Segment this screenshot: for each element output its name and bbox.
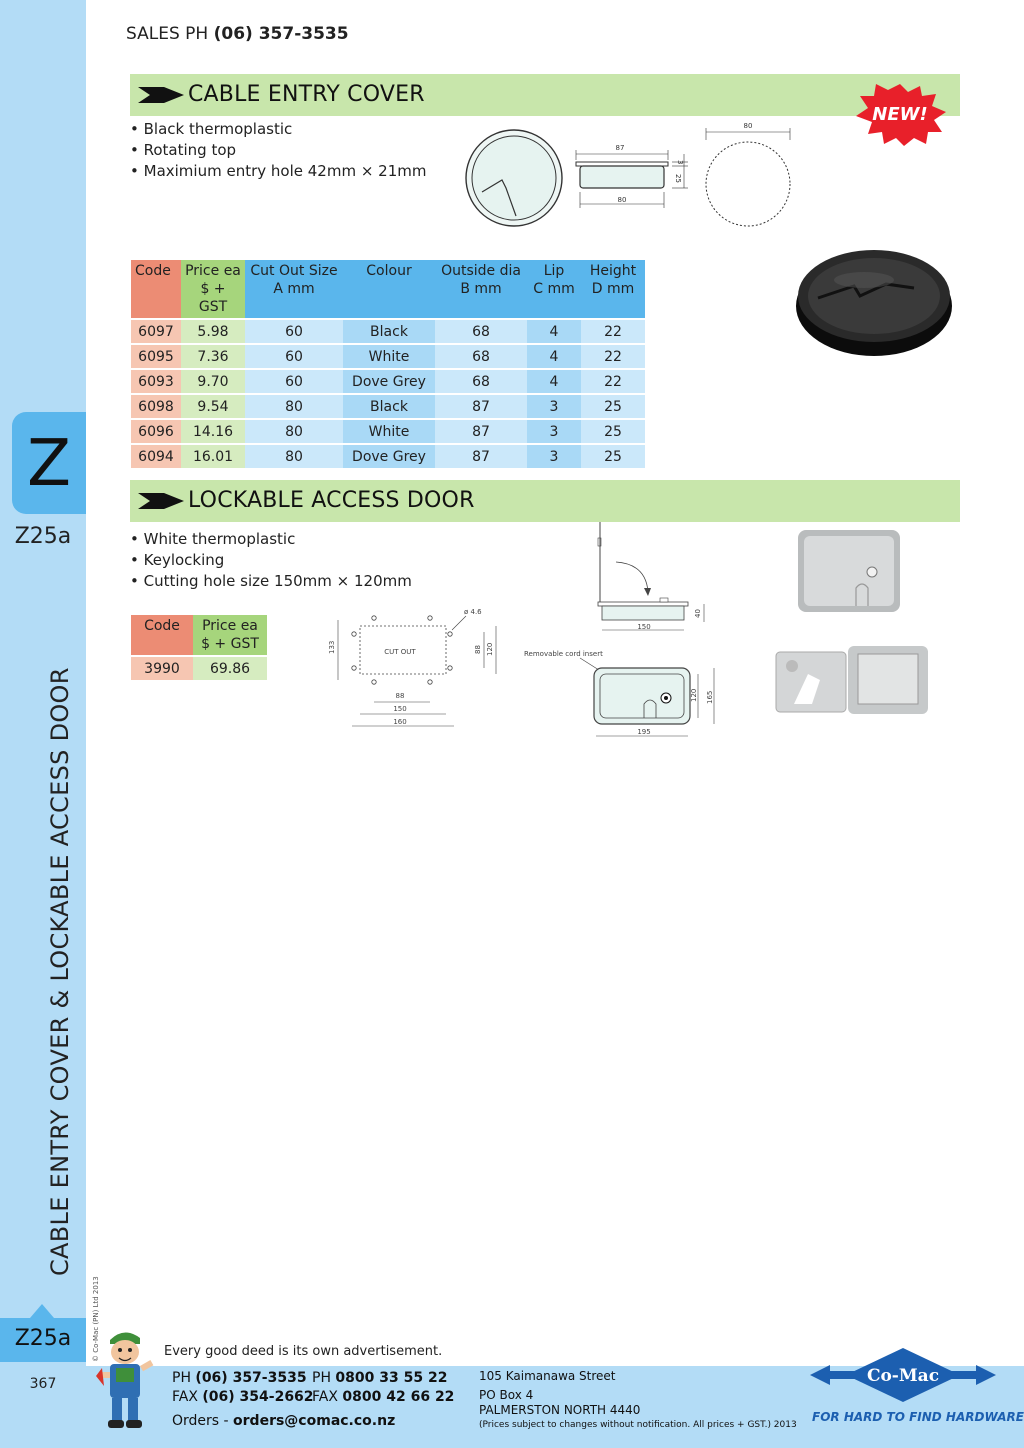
cell-price: 7.36 <box>181 343 245 368</box>
table-row <box>131 368 645 393</box>
cutout-diagram <box>326 606 502 730</box>
col-header: Colour <box>343 260 435 318</box>
dim-label: 80 <box>743 122 753 130</box>
bottom-section-code: Z25a <box>14 1326 72 1351</box>
dim-label: 195 <box>637 728 651 736</box>
cell-cutout: 80 <box>245 418 343 443</box>
feature-item: • Black thermoplastic <box>130 119 426 140</box>
table-row <box>131 418 645 443</box>
cell-lip: 4 <box>527 343 581 368</box>
cell-code: 6095 <box>131 343 181 368</box>
footer-freephone: PH 0800 33 55 22 <box>312 1370 448 1386</box>
cell-code: 6094 <box>131 443 181 468</box>
col-header: Price ea $ + GST <box>193 615 267 655</box>
col-header: Height D mm <box>581 260 645 318</box>
cell-code: 6097 <box>131 318 181 343</box>
cell-height: 25 <box>581 393 645 418</box>
dim-label: 25 <box>674 174 682 183</box>
sidebar-section-code: Z25a <box>14 524 72 549</box>
cell-colour: Dove Grey <box>343 368 435 393</box>
cell-code: 6093 <box>131 368 181 393</box>
cell-lip: 4 <box>527 368 581 393</box>
access-door-title: LOCKABLE ACCESS DOOR <box>188 488 475 513</box>
page-number: 367 <box>29 1376 57 1392</box>
dim-label: 150 <box>393 705 407 713</box>
arrow-icon <box>138 85 184 105</box>
cable-entry-features <box>130 119 426 182</box>
cell-lip: 4 <box>527 318 581 343</box>
cell-outside-dia: 68 <box>435 343 527 368</box>
cell-height: 22 <box>581 318 645 343</box>
copyright-notice: © Co-Mac (PN) Ltd 2013 <box>92 1276 100 1362</box>
cutout-label: CUT OUT <box>384 648 416 656</box>
cable-entry-title: CABLE ENTRY COVER <box>188 82 425 107</box>
feature-item: • Maximium entry hole 42mm × 21mm <box>130 161 426 182</box>
footer-fax: FAX (06) 354-2662 <box>172 1389 314 1405</box>
cell-height: 22 <box>581 368 645 393</box>
cell-price: 14.16 <box>181 418 245 443</box>
feature-item: • Keylocking <box>130 550 412 571</box>
dim-label: 120 <box>486 642 494 656</box>
dim-label: ø 4.6 <box>464 608 482 616</box>
access-door-features <box>130 529 412 592</box>
sales-phone: (06) 357-3535 <box>213 24 349 44</box>
col-header: Price ea $ + GST <box>181 260 245 318</box>
cell-cutout: 80 <box>245 443 343 468</box>
dim-label: 88 <box>395 692 405 700</box>
insert-label: Removable cord insert <box>524 650 603 658</box>
dim-label: 40 <box>694 609 702 618</box>
cell-height: 25 <box>581 443 645 468</box>
feature-item: • White thermoplastic <box>130 529 412 550</box>
mascot-illustration <box>94 1326 160 1430</box>
bottom-section-tab <box>0 1318 86 1362</box>
cell-price: 69.86 <box>193 655 267 680</box>
dim-label: 165 <box>706 690 714 704</box>
table-row <box>131 655 267 680</box>
dim-label: 120 <box>690 688 698 702</box>
footer-orders: Orders - orders@comac.co.nz <box>172 1413 396 1429</box>
feature-item: • Rotating top <box>130 140 426 161</box>
table-row <box>131 318 645 343</box>
cell-colour: Black <box>343 393 435 418</box>
table-row <box>131 343 645 368</box>
footer-address-city: PALMERSTON NORTH 4440 <box>479 1403 641 1417</box>
cell-lip: 3 <box>527 443 581 468</box>
cable-entry-section-bar <box>130 74 960 116</box>
access-door-open-photo <box>774 644 930 716</box>
col-header: Code <box>131 260 181 318</box>
col-header: Lip C mm <box>527 260 581 318</box>
section-letter: Z <box>27 427 71 501</box>
dim-label: 87 <box>615 144 625 152</box>
col-header: Outside dia B mm <box>435 260 527 318</box>
footer-address-pobox: PO Box 4 <box>479 1388 534 1402</box>
col-header: Cut Out Size A mm <box>245 260 343 318</box>
footer-tagline: FOR HARD TO FIND HARDWARE <box>812 1410 1024 1424</box>
comac-logo <box>810 1346 996 1404</box>
cell-outside-dia: 87 <box>435 393 527 418</box>
cell-height: 25 <box>581 418 645 443</box>
cable-entry-cover-photo <box>794 240 956 360</box>
cell-outside-dia: 68 <box>435 318 527 343</box>
access-door-diagram <box>520 518 726 744</box>
cell-lip: 3 <box>527 393 581 418</box>
dim-label: 160 <box>393 718 407 726</box>
cell-code: 6096 <box>131 418 181 443</box>
footer-motto: Every good deed is its own advertisement. <box>164 1344 443 1359</box>
cell-cutout: 60 <box>245 318 343 343</box>
orders-email-link[interactable]: orders@comac.co.nz <box>233 1413 396 1429</box>
table-row <box>131 393 645 418</box>
cell-cutout: 60 <box>245 343 343 368</box>
new-badge-text: NEW! <box>872 104 928 125</box>
cable-entry-diagram <box>462 118 802 230</box>
cell-colour: White <box>343 418 435 443</box>
cell-outside-dia: 87 <box>435 443 527 468</box>
dim-label: 80 <box>617 196 627 204</box>
dim-label: 3 <box>676 160 684 165</box>
cell-price: 9.70 <box>181 368 245 393</box>
cell-price: 16.01 <box>181 443 245 468</box>
cell-height: 22 <box>581 343 645 368</box>
cell-code: 3990 <box>131 655 193 680</box>
logo-text: Co-Mac <box>866 1366 940 1386</box>
cell-colour: Black <box>343 318 435 343</box>
new-badge <box>852 82 948 146</box>
footer-phone: PH (06) 357-3535 <box>172 1370 307 1386</box>
cable-entry-table <box>131 260 645 468</box>
dim-label: 133 <box>328 640 336 654</box>
footer-disclaimer: (Prices subject to changes without notification. All prices + GST.) 2013 <box>479 1420 797 1430</box>
bottom-tab-pointer <box>30 1304 54 1318</box>
cell-code: 6098 <box>131 393 181 418</box>
dim-label: 150 <box>637 623 651 631</box>
access-door-section-bar <box>130 480 960 522</box>
sales-phone-header <box>126 24 349 44</box>
cell-colour: White <box>343 343 435 368</box>
sidebar-vertical-title: CABLE ENTRY COVER & LOCKABLE ACCESS DOOR <box>46 667 74 1276</box>
footer-freefax: FAX 0800 42 66 22 <box>312 1389 455 1405</box>
cell-price: 9.54 <box>181 393 245 418</box>
cell-cutout: 60 <box>245 368 343 393</box>
section-tab <box>12 412 86 514</box>
cell-outside-dia: 68 <box>435 368 527 393</box>
feature-item: • Cutting hole size 150mm × 120mm <box>130 571 412 592</box>
access-door-closed-photo <box>796 528 902 614</box>
footer-address-street: 105 Kaimanawa Street <box>479 1369 616 1383</box>
cell-lip: 3 <box>527 418 581 443</box>
access-door-table <box>131 615 267 680</box>
cell-outside-dia: 87 <box>435 418 527 443</box>
sales-label: SALES PH <box>126 24 214 44</box>
cell-colour: Dove Grey <box>343 443 435 468</box>
table-row <box>131 443 645 468</box>
cell-cutout: 80 <box>245 393 343 418</box>
arrow-icon <box>138 491 184 511</box>
col-header: Code <box>131 615 193 655</box>
dim-label: 88 <box>474 645 482 654</box>
cell-price: 5.98 <box>181 318 245 343</box>
